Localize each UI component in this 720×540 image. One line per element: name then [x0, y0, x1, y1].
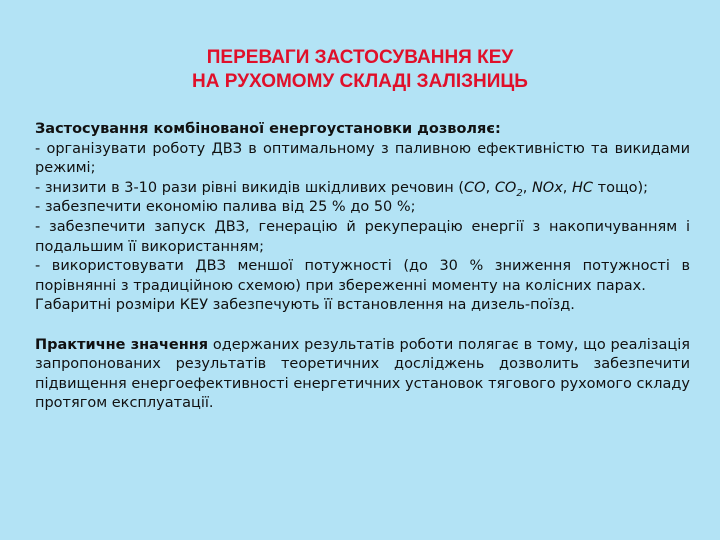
- list-item-optimal-mode: - організувати роботу ДВЗ в оптимальному з паливною ефективністю та викидами режимі;: [35, 140, 690, 177]
- intro-line: [35, 120, 690, 140]
- separator: ,: [522, 179, 532, 196]
- list-item-emissions: [35, 179, 690, 199]
- practical-heading: Практичне значення: [35, 336, 209, 353]
- slide-title: [0, 46, 720, 94]
- intro-text: Застосування комбінованої енергоустановки дозволяє:: [35, 121, 501, 137]
- co2-subscript: 2: [516, 187, 523, 199]
- separator: ,: [562, 179, 573, 196]
- separator: ,: [485, 179, 495, 196]
- paragraph-gap: [35, 316, 690, 336]
- list-item-fuel-economy: - забезпечити економію палива від 25 % до 50 %;: [35, 199, 416, 216]
- title-line-2: НА РУХОМОМУ СКЛАДІ ЗАЛІЗНИЦЬ: [192, 71, 528, 92]
- slide-body: [35, 120, 690, 414]
- co-label: CO: [464, 179, 486, 196]
- co2-label: [494, 179, 523, 199]
- practical-text: одержаних результатів роботи полягає в тому, що реалізація запропонованих результатів теоретичних досліджень дозволить забезпечити підвищення енергоефективності енергетичних установок тягового рухомого складу протягом експлуатації.: [35, 336, 690, 412]
- co2-base: CO: [494, 179, 517, 196]
- list-item-lower-power: - використовувати ДВЗ меншої потужності (до 30 % зниження потужності в порівнянні з традиційною схемою) при збереженні моменту на колісних парах.: [35, 258, 690, 294]
- emissions-text: - знизити в 3-10 рази рівні викидів шкідливих речовин (: [35, 179, 465, 196]
- hc-label: HC: [572, 179, 594, 196]
- title-line-1: ПЕРЕВАГИ ЗАСТОСУВАННЯ КЕУ: [206, 47, 514, 68]
- list-item-recuperation: - забезпечити запуск ДВЗ, генерацію й рекуперацію енергії з накопичуванням і подальшим її використанням;: [35, 218, 690, 255]
- practical-significance: [35, 336, 690, 414]
- dimensions-text: Габаритні розміри КЕУ забезпечують її встановлення на дизель-поїзд.: [35, 297, 575, 314]
- emissions-tail: тощо);: [593, 179, 649, 196]
- nox-label: NOx: [531, 179, 563, 196]
